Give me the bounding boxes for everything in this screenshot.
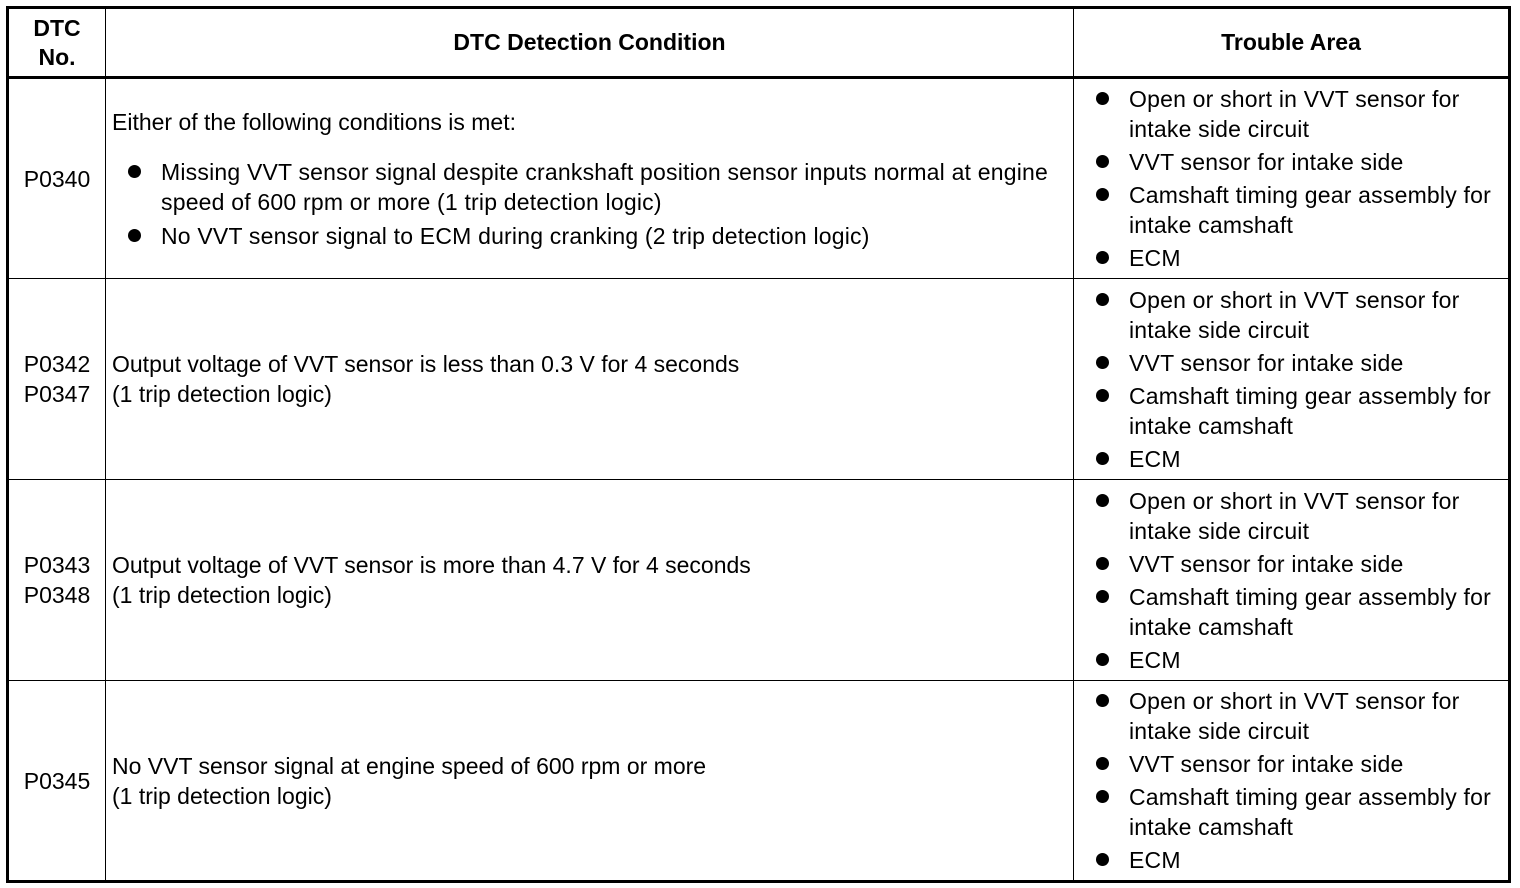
condition-line: (1 trip detection logic) xyxy=(112,782,332,809)
header-condition: DTC Detection Condition xyxy=(106,8,1074,78)
trouble-area-text: Camshaft timing gear assembly for intake camshaft xyxy=(1129,182,1491,238)
detection-condition-cell xyxy=(106,480,1074,681)
trouble-area-text: VVT sensor for intake side xyxy=(1129,550,1404,577)
trouble-area-item xyxy=(1096,243,1500,273)
dtc-code-cell xyxy=(8,78,106,279)
bullet-icon xyxy=(1096,494,1109,507)
trouble-area-cell xyxy=(1074,78,1510,279)
table-body xyxy=(8,78,1510,882)
trouble-area-item xyxy=(1096,285,1500,345)
bullet-icon xyxy=(1096,251,1109,264)
trouble-area-item xyxy=(1096,348,1500,378)
trouble-area-item xyxy=(1096,582,1500,642)
condition-line: No VVT sensor signal at engine speed of 600 rpm or more xyxy=(112,752,707,779)
table-header xyxy=(8,8,1510,78)
condition-list xyxy=(112,157,1065,251)
bullet-icon xyxy=(128,229,141,242)
bullet-icon xyxy=(1096,356,1109,369)
condition-line: Output voltage of VVT sensor is more than 4.7 V for 4 seconds xyxy=(112,552,751,578)
trouble-area-text: Open or short in VVT sensor for intake side circuit xyxy=(1129,487,1460,544)
header-trouble-area: Trouble Area xyxy=(1074,8,1510,78)
trouble-area-text: ECM xyxy=(1129,847,1181,873)
table-row xyxy=(8,480,1510,681)
condition-item xyxy=(128,221,1065,251)
bullet-icon xyxy=(1096,389,1109,402)
dtc-table xyxy=(6,6,1511,883)
trouble-area-item xyxy=(1096,486,1500,546)
dtc-code: P0343 xyxy=(23,552,91,578)
trouble-area-item xyxy=(1096,381,1500,441)
trouble-area-item xyxy=(1096,686,1500,746)
bullet-icon xyxy=(1096,790,1109,803)
condition-item-text: No VVT sensor signal to ECM during cranking (2 trip detection logic) xyxy=(161,222,870,249)
bullet-icon xyxy=(1096,757,1109,770)
dtc-code-cell xyxy=(8,480,106,681)
dtc-code-cell xyxy=(8,681,106,882)
dtc-code: P0347 xyxy=(23,381,91,407)
trouble-area-cell xyxy=(1074,480,1510,681)
trouble-area-item xyxy=(1096,845,1500,875)
trouble-area-text: Open or short in VVT sensor for intake side circuit xyxy=(1129,286,1460,343)
trouble-area-text: VVT sensor for intake side xyxy=(1129,751,1404,777)
dtc-code: P0342 xyxy=(23,351,91,377)
trouble-area-text: ECM xyxy=(1129,245,1181,271)
bullet-icon xyxy=(1096,557,1109,570)
trouble-area-item xyxy=(1096,782,1500,842)
trouble-area-text: Camshaft timing gear assembly for intake camshaft xyxy=(1129,784,1491,840)
dtc-code: P0340 xyxy=(23,165,91,192)
bullet-icon xyxy=(1096,590,1109,603)
dtc-code-cell xyxy=(8,279,106,480)
trouble-area-text: Camshaft timing gear assembly for intake camshaft xyxy=(1129,583,1491,640)
header-dtc-no: DTC No. xyxy=(8,8,106,78)
condition-line: (1 trip detection logic) xyxy=(112,582,332,608)
condition-line: (1 trip detection logic) xyxy=(112,381,332,407)
trouble-area-item xyxy=(1096,147,1500,177)
trouble-area-text: VVT sensor for intake side xyxy=(1129,349,1404,376)
bullet-icon xyxy=(1096,293,1109,306)
condition-item xyxy=(128,157,1065,217)
trouble-area-item xyxy=(1096,84,1500,144)
trouble-area-item xyxy=(1096,749,1500,779)
detection-condition-cell xyxy=(106,78,1074,279)
bullet-icon xyxy=(1096,853,1109,866)
trouble-area-text: VVT sensor for intake side xyxy=(1129,149,1404,175)
bullet-icon xyxy=(1096,653,1109,666)
trouble-area-item xyxy=(1096,549,1500,579)
table-row xyxy=(8,279,1510,480)
detection-condition-cell xyxy=(106,279,1074,480)
condition-line: Output voltage of VVT sensor is less than 0.3 V for 4 seconds xyxy=(112,351,740,377)
trouble-area-item xyxy=(1096,645,1500,675)
trouble-area-text: ECM xyxy=(1129,646,1181,673)
dtc-code: P0345 xyxy=(23,767,91,794)
trouble-area-text: Open or short in VVT sensor for intake side circuit xyxy=(1129,86,1460,142)
bullet-icon xyxy=(1096,188,1109,201)
trouble-area-text: Open or short in VVT sensor for intake side circuit xyxy=(1129,688,1460,744)
trouble-area-list xyxy=(1096,285,1500,474)
trouble-area-list xyxy=(1096,84,1500,273)
detection-condition-cell xyxy=(106,681,1074,882)
trouble-area-cell xyxy=(1074,681,1510,882)
trouble-area-cell xyxy=(1074,279,1510,480)
header-row xyxy=(8,8,1510,78)
trouble-area-item xyxy=(1096,444,1500,474)
bullet-icon xyxy=(1096,452,1109,465)
trouble-area-text: ECM xyxy=(1129,445,1181,472)
trouble-area-list xyxy=(1096,686,1500,875)
trouble-area-list xyxy=(1096,486,1500,675)
bullet-icon xyxy=(128,165,141,178)
condition-intro: Either of the following conditions is met: xyxy=(112,108,516,135)
trouble-area-text: Camshaft timing gear assembly for intake camshaft xyxy=(1129,382,1491,439)
table-row xyxy=(8,78,1510,279)
trouble-area-item xyxy=(1096,180,1500,240)
bullet-icon xyxy=(1096,155,1109,168)
condition-item-text: Missing VVT sensor signal despite crankshaft position sensor inputs normal at engine speed of 600 rpm or more (1 trip detection logic) xyxy=(161,158,1049,215)
bullet-icon xyxy=(1096,92,1109,105)
table-row xyxy=(8,681,1510,882)
dtc-code: P0348 xyxy=(23,582,91,608)
bullet-icon xyxy=(1096,694,1109,707)
